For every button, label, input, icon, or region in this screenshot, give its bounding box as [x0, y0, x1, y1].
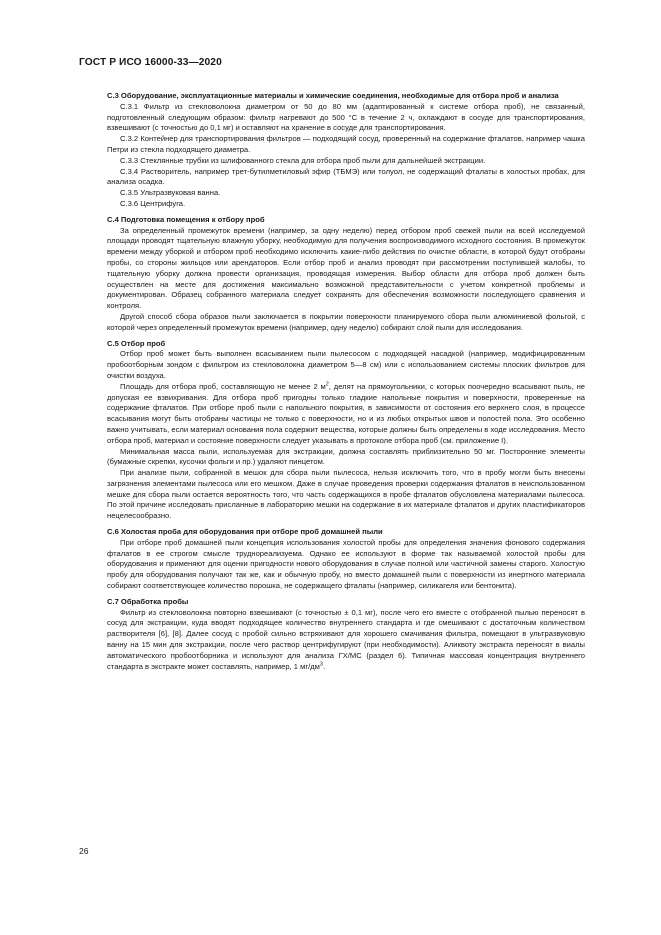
c6-paragraph-1: При отборе проб домашней пыли концепция использования холостой пробы для определения значения фонового содержания фталатов в ее строгом смысле труднореализуема. Однако ее используют в форме так называемой холостой пробы для оборудования и применяют для оценки пригодности нового оборудования в случае полной или частичной замены старого. Холостую пробу для оборудования получают так же, как и обычную пробу, но вместо домашней пыли с поверхности из инертного материала собирают соответствующее количество порошка, не содержащего фталаты (например, силикагеля или бентонита). — [107, 537, 585, 591]
c5-paragraph-1: Отбор проб может быть выполнен всасыванием пыли пылесосом с подходящей насадкой (например, модифицированным пробоотборным зондом с фильтром из стекловолокна диаметром 5—8 см) или с использованием системы плоских фильтров для очистки воздуха. — [107, 349, 585, 380]
section-c3-title: С.3 Оборудование, эксплуатационные материалы и химические соединения, необходимые для отбора проб и анализа — [107, 91, 559, 100]
c5-p2-text-b: , делят на прямоугольники, с которых поочередно всасывают пыль, не допуская ее взвихривания. Для отбора проб пригодны только гладкие напольные покрытия и поверхности, проверенные на содержание фталатов. При отборе проб пыли с напольного покрытия, в зависимости от состояния его верхнего слоя, в процессе всасывания могут быть отобраны частицы не только с поверхности, но и из любых открытых швов и полостей пола. Это особенно важно учитывать, если материал основания пола содержит вещества, которые должны быть определены в ходе исследования. Место отбора проб, материал и состояние поверхности следует указывать в протоколе отбора проб (см. приложение I). — [107, 381, 585, 445]
c7-p1-text-b: . — [322, 661, 326, 671]
superscript-2: 2 — [325, 381, 329, 388]
page-content — [107, 91, 585, 672]
c5-p2-text-a: Площадь для отбора проб, составляющую не менее 2 м — [120, 381, 326, 391]
c3-2-paragraph: С.3.2 Контейнер для транспортирования фильтров — подходящий сосуд, проверенный на содержание фталатов, например чашка Петри из стекла подходящего диаметра. — [107, 134, 585, 154]
section-c6-title: С.6 Холостая проба для оборудования при отборе проб домашней пыли — [107, 527, 383, 537]
section-c7-title: С.7 Обработка пробы — [107, 596, 189, 606]
c5-paragraph-4: При анализе пыли, собранной в мешок для сбора пыли пылесоса, нельзя исключить того, что в пробу могли быть внесены загрязнения элементами пылесоса или его мешком. Даже в случае проведения проверки содержания фталатов в неиспользованном мешке для сбора пыли остается вероятность того, что часть содержащихся в пробе фталатов обусловлена материалами пылесоса. По этой причине исследовать присланные в лабораторию мешки на содержание в их материале фталатов и других пластификаторов нецелесообразно. — [107, 468, 585, 521]
c3-4-paragraph: С.3.4 Растворитель, например трет-бутилметиловый эфир (ТБМЭ) или толуол, не содержащий фталаты в холостых пробах, для анализа осадка. — [107, 166, 585, 187]
section-c5-title: С.5 Отбор проб — [107, 338, 166, 348]
c3-6-paragraph: С.3.6 Центрифуга. — [120, 198, 186, 208]
c3-5-paragraph: С.3.5 Ультразвуковая ванна. — [120, 188, 221, 198]
page-number: 26 — [79, 846, 89, 856]
superscript-3: 3 — [319, 661, 323, 668]
c5-paragraph-2 — [107, 382, 585, 447]
document-header: ГОСТ Р ИСО 16000-33—2020 — [79, 57, 222, 68]
c7-p1-text-a: Фильтр из стекловолокна повторно взвешивают (с точностью ± 0,1 мг), после чего его вместе с отобранной пылью переносят в сосуд для экстракции, куда вводят подходящее количество внутреннего стандарта и где смешивают с достаточным количеством растворителя [6], [8]. Далее сосуд с пробой сильно встряхивают для хорошего смачивания фильтра, помещают в ультразвуковую ванну на 15 мин для экстракции, после чего раствор центрифугируют (при необходимости). Аликвоту экстракта переносят в виалы автоматического пробоотборника и используют для анализа ГХ/МС (раздел 6). Типичная массовая концентрация внутреннего стандарта в экстракте может составлять, например, 1 мг/дм — [107, 607, 585, 671]
c4-paragraph-1: За определенный промежуток времени (например, за одну неделю) перед отбором проб свежей пыли на всей исследуемой площади проводят тщательную влажную уборку, необходимую для получения воспроизводимого исходного состояния. В промежуток времени между уборкой и отбором проб необходимо исключить какие-либо действия по очистке области, в которой будут отобраны пробы, со стороны жильцов или арендаторов. Если отбор проб и анализ проводят при рассмотрении поступившей жалобы, то тщательную уборку должна провести организация, проводящая измерения. Выбор области для отбора проб должен быть осуществлен на месте для достижения максимально возможной представительности с учетом конкретной проблемы и документирован. Образец собранного материала следует сохранять для обеспечения возможности последующего сравнения и контроля. — [107, 225, 585, 311]
section-c4-title: С.4 Подготовка помещения к отбору проб — [107, 214, 265, 224]
c5-paragraph-3: Минимальная масса пыли, используемая для экстракции, должна составлять приблизительно 50 мг. Посторонние элементы (бумажные скрепки, кусочки фольги и пр.) удаляют пинцетом. — [107, 446, 585, 467]
c3-3-paragraph: С.3.3 Стеклянные трубки из шлифованного стекла для отбора проб пыли для дальнейшей экстракции. — [120, 155, 486, 165]
c3-1-paragraph: С.3.1 Фильтр из стекловолокна диаметром от 50 до 80 мм (адаптированный к системе отбора проб), не связанный, подготовленный следующим образом: фильтр нагревают до 500 °С в течение 2 ч, охлаждают в сосуде для транспортирования, взвешивают (с точностью до 0,1 мг) и оставляют на хранение в сосуде для транспортирования. — [107, 101, 585, 133]
c4-paragraph-2: Другой способ сбора образов пыли заключается в покрытии поверхности планируемого сбора пыли алюминиевой фольгой, с которой через определенный промежуток времени (например, одну неделю) собирают слой пыли для исследования. — [107, 311, 585, 332]
c7-paragraph-1 — [107, 608, 585, 673]
